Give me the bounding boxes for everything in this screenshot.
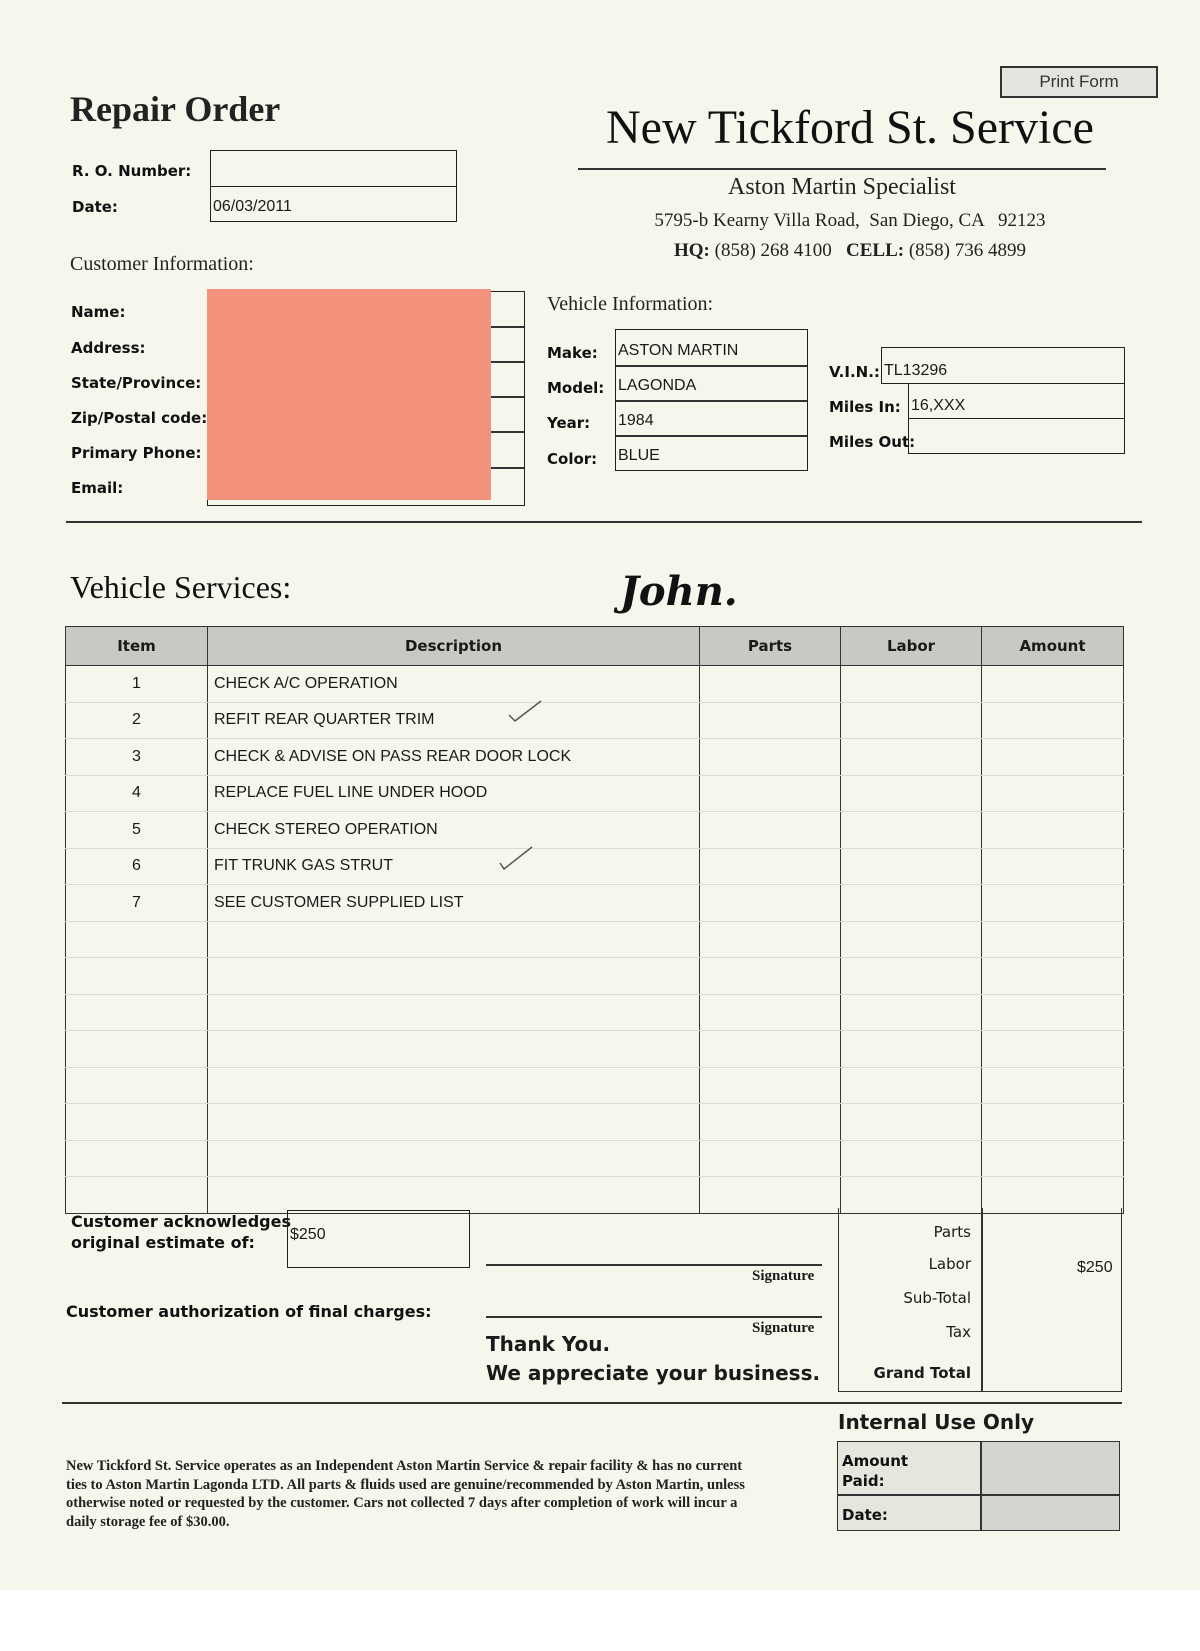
labor-total[interactable]: $250: [1077, 1259, 1113, 1276]
make-label: Make:: [547, 344, 598, 362]
cell-amount[interactable]: [982, 1031, 1124, 1068]
cell-parts[interactable]: [700, 1104, 841, 1141]
ack-label-line2: original estimate of:: [71, 1233, 255, 1252]
model-label: Model:: [547, 379, 605, 397]
year-field[interactable]: 1984: [618, 412, 654, 429]
cell-item[interactable]: 2: [66, 702, 208, 739]
cell-amount[interactable]: [982, 994, 1124, 1031]
table-row: [66, 775, 1124, 812]
cell-parts[interactable]: [700, 994, 841, 1031]
cell-labor[interactable]: [841, 1104, 982, 1141]
field-divider: [616, 400, 807, 402]
subtotal-label: Sub-Total: [903, 1289, 971, 1307]
table-row: [66, 812, 1124, 849]
cell-parts[interactable]: [700, 702, 841, 739]
labor-label: Labor: [928, 1255, 971, 1273]
signature-line[interactable]: [486, 1264, 822, 1266]
cell-labor[interactable]: [841, 739, 982, 776]
cell-item[interactable]: [66, 1140, 208, 1177]
field-divider: [616, 365, 807, 367]
cell-amount[interactable]: [982, 812, 1124, 849]
table-row: [66, 1140, 1124, 1177]
table-row: [66, 1104, 1124, 1141]
signature-label: Signature: [752, 1268, 815, 1284]
column-header: Description: [208, 627, 700, 666]
ro-number-field[interactable]: [210, 150, 457, 187]
totals-box: [838, 1208, 1122, 1392]
table-row: [66, 666, 1124, 703]
cell-parts[interactable]: [700, 1177, 841, 1214]
cell-desc[interactable]: REPLACE FUEL LINE UNDER HOOD: [208, 775, 700, 812]
section-divider: [66, 521, 1142, 523]
cell-parts[interactable]: [700, 1031, 841, 1068]
cell-item[interactable]: 3: [66, 739, 208, 776]
customer-field-label: Name:: [71, 303, 126, 321]
cell-parts[interactable]: [700, 812, 841, 849]
amount-paid-label-2: Paid:: [842, 1472, 885, 1490]
cell-item[interactable]: [66, 1177, 208, 1214]
cell-amount[interactable]: [982, 848, 1124, 885]
cell-phone: (858) 736 4899: [908, 240, 1027, 261]
cell-labor[interactable]: [841, 775, 982, 812]
print-form-label: Print Form: [1039, 72, 1119, 91]
business-name: New Tickford St. Service: [606, 101, 1094, 154]
cell-desc[interactable]: SEE CUSTOMER SUPPLIED LIST: [208, 885, 700, 922]
cell-parts[interactable]: [700, 1140, 841, 1177]
cell-amount[interactable]: [982, 1067, 1124, 1104]
cell-labor[interactable]: [841, 994, 982, 1031]
cell-amount[interactable]: [982, 739, 1124, 776]
cell-amount[interactable]: [982, 666, 1124, 703]
internal-heading: Internal Use Only: [838, 1410, 1035, 1434]
section-divider: [62, 1402, 1122, 1404]
redaction-block: [207, 289, 491, 500]
disclaimer-line: ties to Aston Martin Lagonda LTD. All parts & fluids used are genuine/recommended by Aston Martin, unless: [66, 1476, 745, 1493]
totals-divider: [981, 1208, 983, 1391]
auth-label: Customer authorization of final charges:: [66, 1302, 432, 1321]
cell-desc[interactable]: [208, 1104, 700, 1141]
appreciate-text: We appreciate your business.: [486, 1361, 821, 1385]
cell-item[interactable]: [66, 1031, 208, 1068]
cell-amount[interactable]: [982, 702, 1124, 739]
ro-number-label: R. O. Number:: [72, 162, 192, 180]
checkmark-icon: [496, 843, 536, 875]
cell-labor[interactable]: [841, 702, 982, 739]
cell-parts[interactable]: [700, 775, 841, 812]
cell-desc[interactable]: FIT TRUNK GAS STRUT: [208, 848, 700, 885]
services-table: [65, 626, 1124, 1214]
vin-label: V.I.N.:: [829, 363, 880, 381]
cell-item[interactable]: 6: [66, 848, 208, 885]
estimate-field[interactable]: $250: [287, 1210, 470, 1268]
business-divider: [578, 168, 1106, 170]
parts-label: Parts: [933, 1223, 971, 1241]
cell-parts[interactable]: [700, 666, 841, 703]
cell-labor[interactable]: [841, 1067, 982, 1104]
cell-desc[interactable]: [208, 1177, 700, 1214]
disclaimer-line: otherwise noted or requested by the customer. Cars not collected 7 days after completion of work will incur a: [66, 1495, 738, 1511]
color-field[interactable]: BLUE: [618, 447, 660, 464]
cell-desc[interactable]: [208, 1067, 700, 1104]
business-address: 5795-b Kearny Villa Road, San Diego, CA 92123: [654, 210, 1046, 231]
column-header: Item: [66, 627, 208, 666]
cell-desc[interactable]: [208, 921, 700, 958]
cell-parts[interactable]: [700, 921, 841, 958]
business-phones: [560, 240, 1140, 262]
table-row: [66, 739, 1124, 776]
customer-field-label: Primary Phone:: [71, 444, 202, 462]
cell-labor[interactable]: [841, 958, 982, 995]
cell-desc[interactable]: [208, 1140, 700, 1177]
cell-desc[interactable]: [208, 1031, 700, 1068]
miles-out-label: Miles Out:: [829, 433, 916, 451]
disclaimer-line: daily storage fee of $30.00.: [66, 1513, 230, 1530]
cell-item[interactable]: [66, 994, 208, 1031]
miles-out-field[interactable]: [908, 418, 1125, 454]
customer-heading: Customer Information:: [70, 253, 254, 275]
signature-line[interactable]: [486, 1316, 822, 1318]
cell-item[interactable]: [66, 1067, 208, 1104]
cell-labor[interactable]: [841, 848, 982, 885]
cell-desc[interactable]: CHECK A/C OPERATION: [208, 666, 700, 703]
column-header: Labor: [841, 627, 982, 666]
cell-desc[interactable]: CHECK STEREO OPERATION: [208, 812, 700, 849]
make-field[interactable]: ASTON MARTIN: [618, 342, 739, 359]
cell-item[interactable]: 1: [66, 666, 208, 703]
miles-in-field[interactable]: 16,XXX: [908, 383, 1125, 419]
table-row: [66, 958, 1124, 995]
tax-label: Tax: [946, 1323, 971, 1341]
table-row: [66, 1067, 1124, 1104]
cell-labor[interactable]: [841, 666, 982, 703]
customer-field-label: State/Province:: [71, 374, 202, 392]
services-heading: Vehicle Services:: [70, 569, 292, 605]
cell-desc[interactable]: [208, 958, 700, 995]
cell-desc[interactable]: [208, 994, 700, 1031]
cell-label: CELL:: [846, 240, 905, 261]
form-title: Repair Order: [70, 89, 281, 129]
signature-label: Signature: [752, 1320, 815, 1336]
cell-amount[interactable]: [982, 1104, 1124, 1141]
model-field[interactable]: LAGONDA: [618, 377, 697, 394]
cell-parts[interactable]: [700, 848, 841, 885]
table-row: [66, 848, 1124, 885]
field-divider: [616, 435, 807, 437]
cell-item[interactable]: [66, 921, 208, 958]
business-tagline: Aston Martin Specialist: [728, 174, 956, 200]
table-row: [66, 1031, 1124, 1068]
cell-amount[interactable]: [982, 775, 1124, 812]
cell-parts[interactable]: [700, 958, 841, 995]
cell-item[interactable]: 7: [66, 885, 208, 922]
cell-item[interactable]: [66, 1104, 208, 1141]
cell-desc[interactable]: CHECK & ADVISE ON PASS REAR DOOR LOCK: [208, 739, 700, 776]
checkmark-icon: [505, 697, 545, 727]
customer-field-label: Zip/Postal code:: [71, 409, 208, 427]
thank-you-text: Thank You.: [486, 1332, 611, 1356]
internal-divider: [980, 1442, 982, 1530]
vin-field[interactable]: TL13296: [881, 347, 1125, 384]
cell-labor[interactable]: [841, 921, 982, 958]
internal-row-divider: [838, 1494, 1119, 1496]
disclaimer-line: New Tickford St. Service operates as an Independent Aston Martin Service & repair facility & has no current: [66, 1458, 743, 1474]
cell-item[interactable]: [66, 958, 208, 995]
cell-labor[interactable]: [841, 885, 982, 922]
handwritten-note: John.: [620, 568, 738, 615]
table-header-row: [66, 627, 1124, 666]
print-form-button[interactable]: [1000, 66, 1158, 98]
cell-amount[interactable]: [982, 1140, 1124, 1177]
year-label: Year:: [547, 414, 591, 432]
cell-amount[interactable]: [982, 885, 1124, 922]
cell-amount[interactable]: [982, 921, 1124, 958]
internal-date-label: Date:: [842, 1506, 888, 1524]
column-header: Parts: [700, 627, 841, 666]
cell-parts[interactable]: [700, 885, 841, 922]
color-label: Color:: [547, 450, 598, 468]
cell-labor[interactable]: [841, 1140, 982, 1177]
table-row: [66, 921, 1124, 958]
hq-phone: (858) 268 4100: [714, 240, 832, 261]
amount-paid-label-1: Amount: [842, 1452, 909, 1470]
vehicle-fields: [615, 329, 808, 471]
customer-field-label: Email:: [71, 479, 124, 497]
cell-labor[interactable]: [841, 1031, 982, 1068]
vehicle-heading: Vehicle Information:: [547, 293, 714, 315]
grand-total-label: Grand Total: [873, 1364, 971, 1382]
table-row: [66, 994, 1124, 1031]
cell-amount[interactable]: [982, 958, 1124, 995]
table-row: [66, 885, 1124, 922]
cell-parts[interactable]: [700, 1067, 841, 1104]
column-header: Amount: [982, 627, 1124, 666]
internal-use-box: [837, 1441, 1120, 1531]
customer-field-label: Address:: [71, 339, 146, 357]
hq-label: HQ:: [673, 240, 710, 261]
cell-desc[interactable]: REFIT REAR QUARTER TRIM: [208, 702, 700, 739]
ack-label-line1: Customer acknowledges: [71, 1212, 291, 1231]
date-label: Date:: [72, 198, 118, 216]
cell-item[interactable]: 5: [66, 812, 208, 849]
cell-parts[interactable]: [700, 739, 841, 776]
cell-item[interactable]: 4: [66, 775, 208, 812]
miles-in-label: Miles In:: [829, 398, 901, 416]
disclaimer: [66, 1457, 836, 1531]
date-field[interactable]: 06/03/2011: [210, 186, 457, 222]
table-row: [66, 702, 1124, 739]
cell-labor[interactable]: [841, 812, 982, 849]
